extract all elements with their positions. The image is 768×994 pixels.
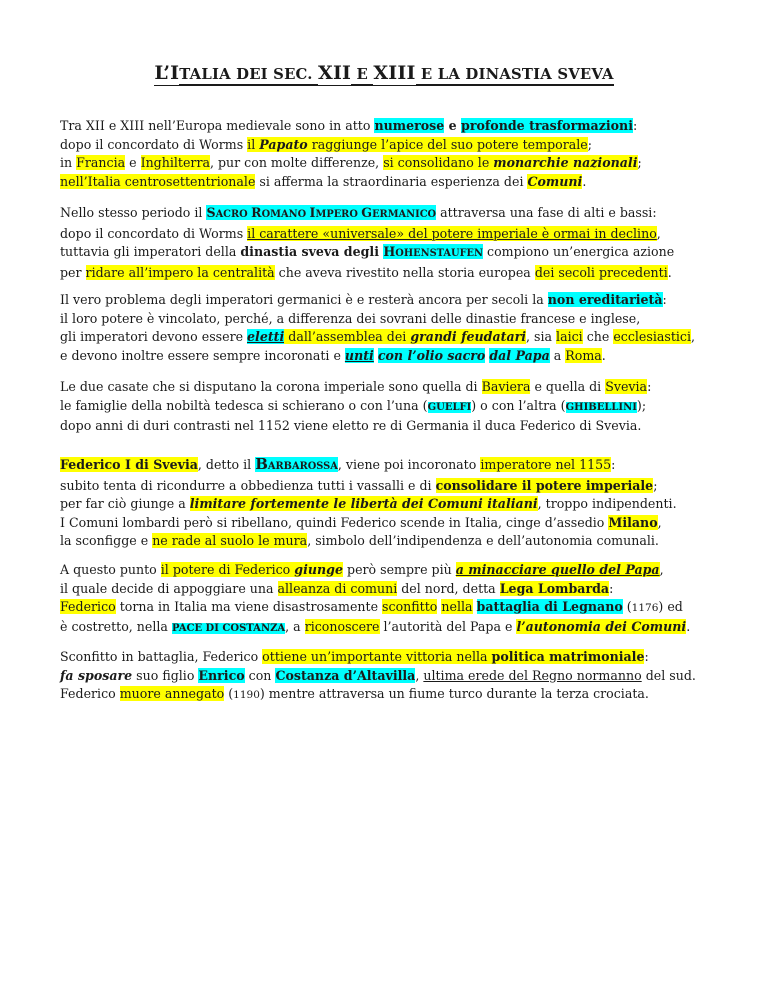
text-line: dopo il concordato di Worms il carattere «universale» del potere imperiale è ormai in declino, [60, 225, 661, 241]
text-line: in Francia e Inghilterra, pur con molte differenze, si consolidano le monarchie nazionali; [60, 155, 642, 171]
text-line: I Comuni lombardi però si ribellano, quindi Federico scende in Italia, cinge d’assedio Milano, [60, 514, 662, 530]
paragraph-barbarossa [60, 455, 740, 551]
text-line: A questo punto il potere di Federico giunge però sempre più a minacciare quello del Papa, [60, 562, 664, 577]
text-line: Le due casate che si disputano la corona imperiale sono quella di Baviera e quella di Svevia: [60, 379, 652, 394]
text-line: per far ciò giunge a limitare fortemente le libertà dei Comuni italiani, troppo indipendenti. [60, 496, 677, 512]
text-line: nell’Italia centrosettentrionale si afferma la straordinaria esperienza dei Comuni. [60, 173, 587, 189]
text-line: subito tenta di ricondurre a obbedienza tutti i vassalli e di consolidare il potere imperiale; [60, 477, 658, 493]
text-line: per ridare all’impero la centralità che aveva rivestito nella storia europea dei secoli precedenti. [60, 264, 672, 280]
text-line: Il vero problema degli imperatori germanici è e resterà ancora per secoli la non ereditarietà: [60, 292, 667, 307]
paragraph-houses [60, 378, 740, 436]
text-line: è costretto, nella PACE DI COSTANZA, a riconoscere l’autorità del Papa e l’autonomia dei Comuni. [60, 618, 691, 634]
paragraph-election [60, 291, 740, 365]
paragraph-holy-roman-empire [60, 204, 740, 282]
title-underline: L’ITALIA DEI SEC. XII E XIII E LA DINASTIA SVEVA [154, 62, 614, 84]
text-line: il loro potere è vincolato, perché, a differenza dei sovrani delle dinastie francese e inglese, [60, 310, 641, 326]
text-line: Federico muore annegato (1190) mentre attraversa un fiume turco durante la terza crociata. [60, 686, 649, 702]
text-line: Federico I di Svevia, detto il BARBAROSSA, viene poi incoronato imperatore nel 1155: [60, 455, 616, 473]
text-line: gli imperatori devono essere eletti dall’assemblea dei grandi feudatari, sia laici che ecclesiastici, [60, 329, 696, 345]
text-line: Nello stesso periodo il SACRO ROMANO IMPERO GERMANICO attraversa una fase di alti e bassi: [60, 205, 657, 220]
text-line: fa sposare suo figlio Enrico con Costanza d’Altavilla, ultima erede del Regno normanno del sud. [60, 667, 696, 683]
text-line: e devono inoltre essere sempre incoronati e unti con l’olio sacro dal Papa a Roma. [60, 347, 606, 363]
text-line: dopo il concordato di Worms il Papato raggiunge l’apice del suo potere temporale; [60, 136, 592, 152]
text-line: dopo anni di duri contrasti nel 1152 viene eletto re di Germania il duca Federico di Svevia. [60, 418, 642, 434]
paragraph-marriage-policy [60, 648, 740, 705]
text-line: la sconfigge e ne rade al suolo le mura, simbolo dell’indipendenza e dell’autonomia comunali. [60, 533, 659, 549]
text-line: Federico torna in Italia ma viene disastrosamente sconfitto nella battaglia di Legnano (1176) ed [60, 599, 683, 615]
text-line: le famiglie della nobiltà tedesca si schierano o con l’una (GUELFI) o con l’altra (GHIBELLINI); [60, 397, 647, 413]
page-title [0, 61, 768, 87]
text-line: il quale decide di appoggiare una alleanza di comuni del nord, detta Lega Lombarda: [60, 580, 614, 596]
text-line: Tra XII e XIII nell’Europa medievale sono in atto numerose e profonde trasformazioni: [60, 118, 638, 133]
text-line: Sconfitto in battaglia, Federico ottiene un’importante vittoria nella politica matrimoniale: [60, 649, 649, 664]
paragraph-intro [60, 117, 740, 191]
text-line: tuttavia gli imperatori della dinastia sveva degli HOHENSTAUFEN compiono un’energica azione [60, 244, 675, 260]
paragraph-lega-lombarda [60, 561, 740, 638]
